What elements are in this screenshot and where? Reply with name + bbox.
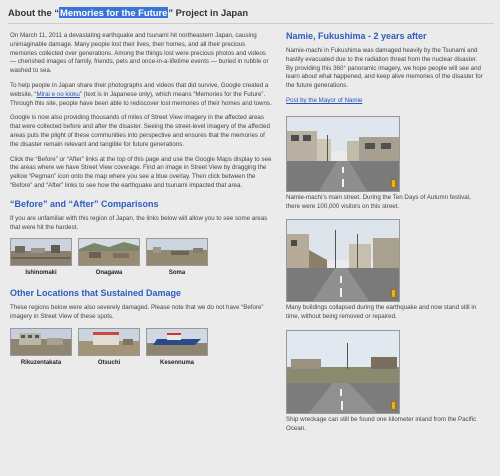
photo-main-street[interactable] xyxy=(286,116,400,192)
pegman-icon[interactable] xyxy=(391,401,396,410)
thumb-label[interactable]: Otsuchi xyxy=(97,359,121,366)
page-header xyxy=(8,4,494,24)
other-locations-text: These regions below were also severely damaged. Please note that we do not have “Before” imagery in Street View of these spots. xyxy=(10,304,264,321)
intro-paragraph-1: On March 11, 2011 a devastating earthquake and tsunami hit northeastern Japan, causing unimaginable damage. Many people lost their lives, their homes, and all their precious memories collected over generations. Among the things lost were precious photos and videos — cherished images of family, friends, pets and once-in-a-lifetime events — buried in rubble or washed to sea. xyxy=(10,32,269,75)
page-title xyxy=(8,4,494,22)
photo-ship-wreckage[interactable] xyxy=(286,330,400,414)
pegman-icon[interactable] xyxy=(391,179,396,188)
thumb-image[interactable] xyxy=(146,328,208,356)
main-column xyxy=(10,32,272,367)
comparisons-text: If you are unfamiliar with this region of Japan, the links below will allow you to see some areas that were hit the hardest. xyxy=(10,214,268,231)
intro-paragraph-2 xyxy=(10,82,272,108)
title-highlight: Memories for the Future xyxy=(60,7,168,18)
photo-caption: Ship wreckage can still be found one kilometer inland from the Pacific Ocean. xyxy=(286,415,477,432)
sidebar-heading: Namie, Fukushima - 2 years after xyxy=(286,31,427,41)
thumb-image[interactable] xyxy=(78,328,140,356)
thumb-label[interactable]: Soma xyxy=(168,270,186,277)
other-thumbnails xyxy=(10,328,272,367)
sidebar-text: Namie-machi in Fukushima was damaged heavily by the Tsunami and hastily evacuated due to the radiation threat from the nuclear disaster. By providing this 360° panoramic imagery, we hope people will see and learn about what happened, and keep alive memories of the disaster for the future generations. xyxy=(286,47,483,90)
other-locations-heading: Other Locations that Sustained Damage xyxy=(10,288,182,299)
intro-paragraph-3: Google is now also providing thousands of miles of Street View imagery in the affected areas that were collected before and after the disaster. Seeing the street-level imagery of the affected areas puts the plight of these communities into perspective and ensures that the memories of the disaster remain relevant and tangible for future generations. xyxy=(10,114,270,148)
title-suffix: ” Project in Japan xyxy=(168,7,249,18)
intro-p2-after: ” (text is in Japanese only), which means “Memories for the Future”. Through this site, people have been able to rediscover lost memories of their homes and towns. xyxy=(10,90,272,107)
thumb-image[interactable] xyxy=(78,238,140,266)
pegman-icon[interactable] xyxy=(391,289,396,298)
thumb-kesennuma[interactable] xyxy=(146,328,208,367)
mirai-link[interactable]: Mirai e no kioku xyxy=(36,90,80,98)
thumb-onagawa[interactable] xyxy=(78,238,140,277)
thumb-image[interactable] xyxy=(10,328,72,356)
thumb-rikuzentakata[interactable] xyxy=(10,328,72,367)
comparisons-heading: “Before” and “After” Comparisons xyxy=(10,198,159,209)
thumb-label[interactable]: Rikuzentakata xyxy=(20,359,62,366)
comparison-thumbnails xyxy=(10,238,272,277)
thumb-image[interactable] xyxy=(10,238,72,266)
thumb-ishinomaki[interactable] xyxy=(10,238,72,277)
photo-collapsed-buildings[interactable] xyxy=(286,219,400,302)
thumb-label[interactable]: Ishinomaki xyxy=(25,270,57,277)
thumb-otsuchi[interactable] xyxy=(78,328,140,367)
thumb-soma[interactable] xyxy=(146,238,208,277)
intro-paragraph-4: Click the “Before” or “After” links at the top of this page and use the Google Maps display to see the areas where we have Street View coverage. Find an image in Street View by dragging the yellow “Pegman” icon onto the map where you see a blue overlay. Then click between the “Before” and “After” links to see how the earthquake and tsunami impacted that area. xyxy=(10,155,272,189)
title-prefix: About the “ xyxy=(8,7,60,18)
photo-caption: Namie-machi’s main street. During the Ten Days of Autumn festival, there were 100,000 visitors on this street. xyxy=(286,193,471,210)
intro-p2-before: To help people in Japan share their photographs and videos that did survive, Google created a website, “ xyxy=(10,81,269,98)
photo-caption: Many buildings collapsed during the earthquake and now stand still in time, without being removed or repaired. xyxy=(286,304,477,321)
thumb-image[interactable] xyxy=(146,238,208,266)
thumb-label[interactable]: Onagawa xyxy=(95,270,123,277)
sidebar xyxy=(286,30,486,442)
mayor-post-link[interactable]: Post by the Mayor of Namie xyxy=(286,96,363,104)
thumb-label[interactable]: Kesennuma xyxy=(159,359,194,366)
